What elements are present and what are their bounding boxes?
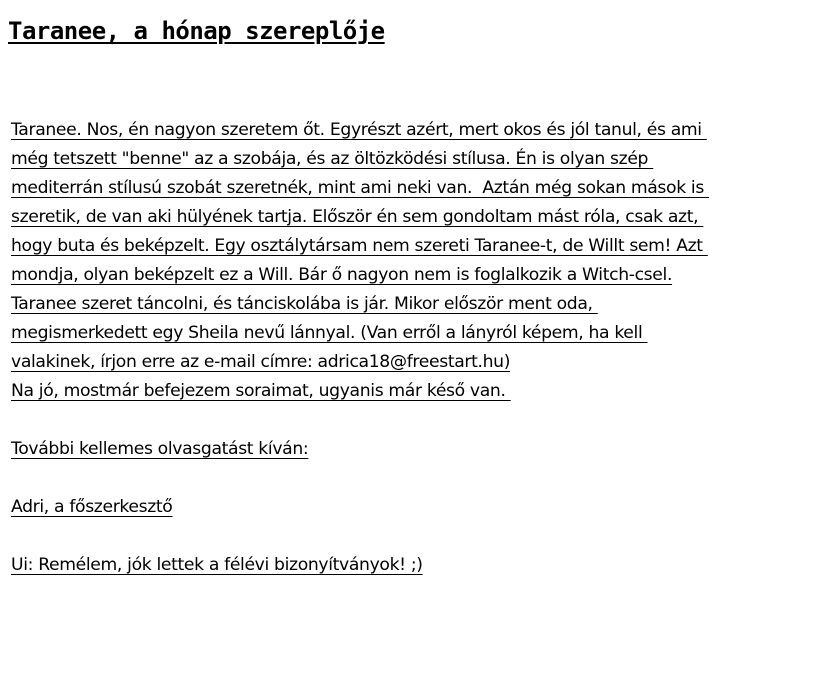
paragraph-line: hogy buta és beképzelt. Egy osztálytársam nem szereti Taranee-t, de Willt sem! Azt — [11, 236, 708, 256]
paragraph-line: megismerkedett egy Sheila nevű lánnyal. (Van erről a lányról képem, ha kell — [11, 323, 648, 343]
article-body — [11, 116, 827, 580]
paragraph-line: szeretik, de van aki hülyének tartja. Először én sem gondoltam mást róla, csak azt, — [11, 207, 704, 227]
spacer — [11, 464, 827, 493]
paragraph-line: még tetszett "benne" az a szobája, és az öltözködési stílusa. Én is olyan szép — [11, 149, 654, 169]
paragraph-line: valakinek, írjon erre az e-mail címre: adrica18@freestart.hu) — [11, 352, 511, 372]
signature-line: Adri, a főszerkesztő — [11, 497, 173, 517]
closing-line: További kellemes olvasgatást kíván: — [11, 439, 309, 459]
spacer — [11, 406, 827, 435]
paragraph-line: Na jó, mostmár befejezem soraimat, ugyanis már késő van. — [11, 381, 511, 401]
paragraph-line: mediterrán stílusú szobát szeretnék, mint ami neki van. Aztán még sokan mások is — [11, 178, 710, 198]
page-title: Taranee, a hónap szereplője — [8, 17, 385, 45]
paragraph-line: mondja, olyan beképzelt ez a Will. Bár ő nagyon nem is foglalkozik a Witch-csel. — [11, 265, 673, 285]
postscript-line: Ui: Remélem, jók lettek a félévi bizonyítványok! ;) — [11, 555, 423, 575]
paragraph-line: Taranee szeret táncolni, és tánciskolába is jár. Mikor először ment oda, — [11, 294, 598, 314]
spacer — [11, 522, 827, 551]
paragraph-line: Taranee. Nos, én nagyon szeretem őt. Egyrészt azért, mert okos és jól tanul, és ami — [11, 120, 707, 140]
